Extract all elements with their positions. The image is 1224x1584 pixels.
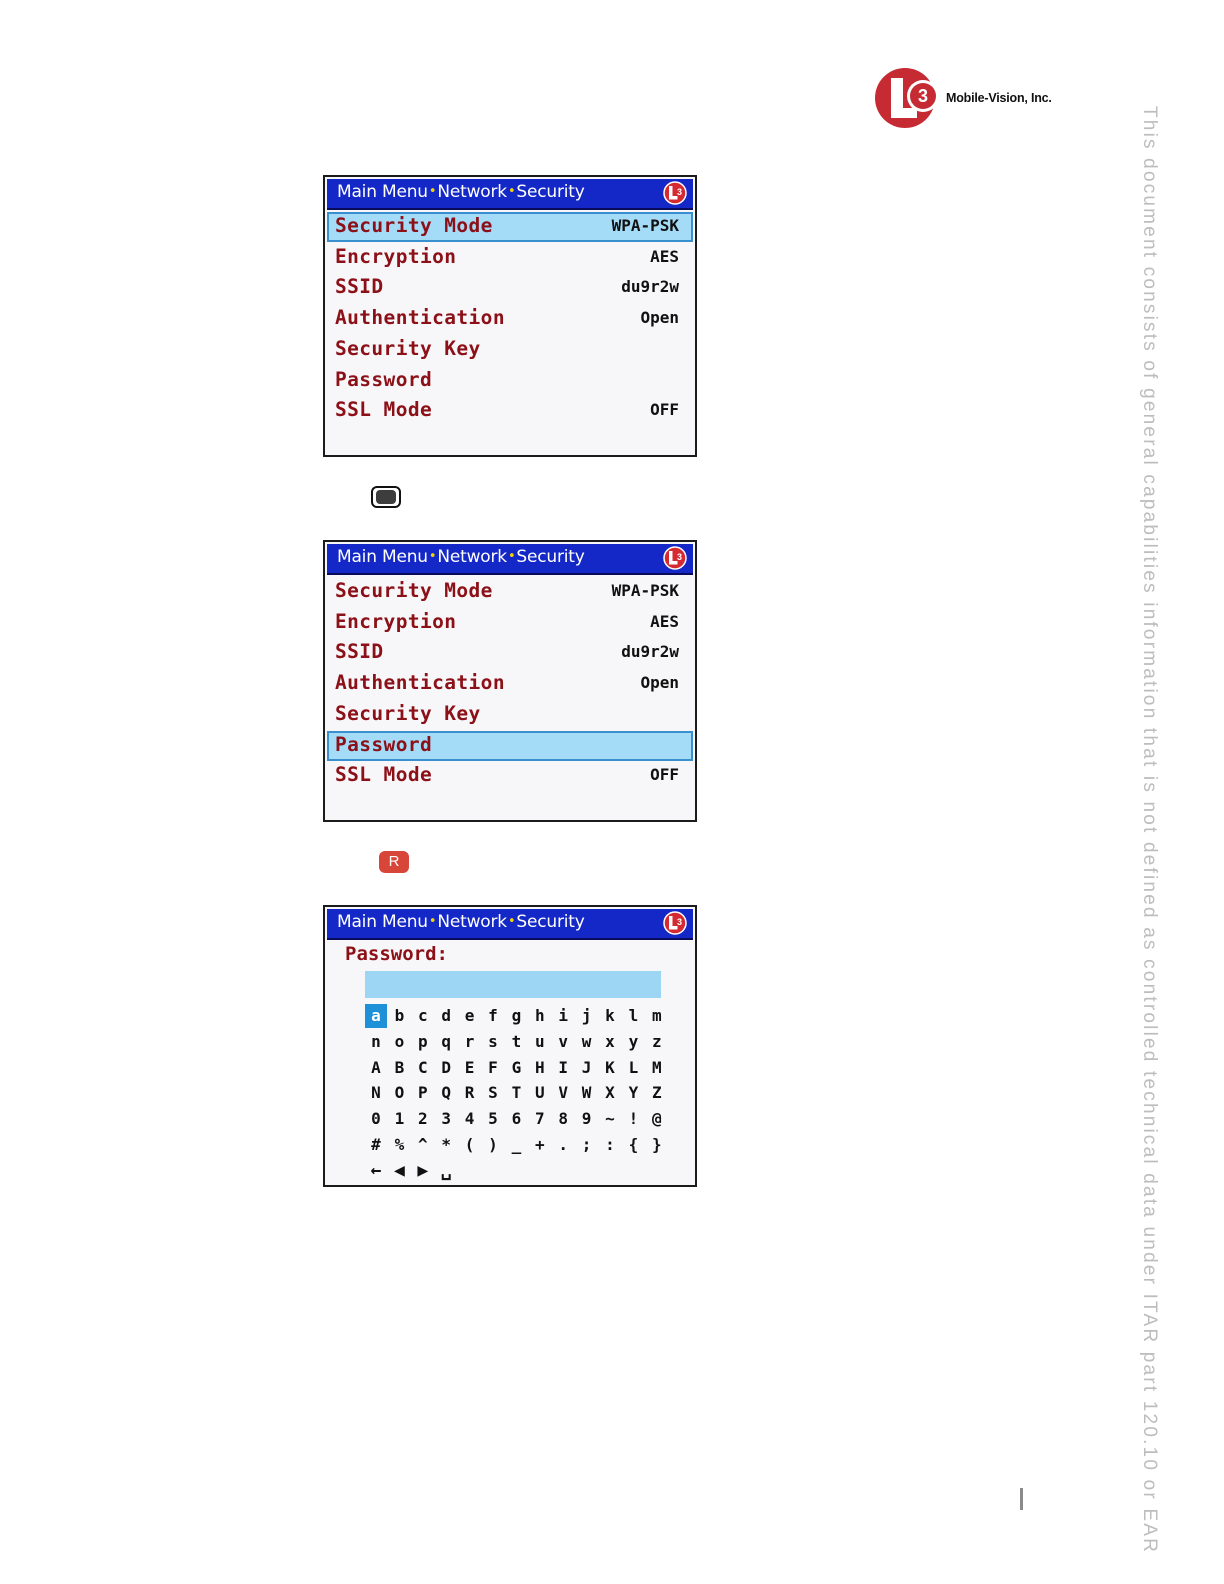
keyboard-key[interactable]: S: [488, 1083, 498, 1103]
menu-value: WPA-PSK: [611, 216, 679, 235]
breadcrumb-separator: •: [507, 914, 516, 929]
keyboard-key[interactable]: V: [558, 1083, 568, 1103]
menu-label: SSL Mode: [335, 763, 433, 787]
keyboard-key[interactable]: +: [534, 1135, 545, 1154]
keyboard-key[interactable]: {: [628, 1135, 639, 1154]
keyboard-key[interactable]: G: [511, 1057, 522, 1077]
menu-row-security-key[interactable]: [327, 700, 693, 730]
keyboard-key[interactable]: Z: [651, 1083, 662, 1103]
keyboard-key[interactable]: %: [394, 1135, 405, 1154]
breadcrumb-item: Security: [516, 912, 585, 932]
stop-button-icon: [371, 486, 401, 508]
keyboard-key[interactable]: g: [511, 1006, 522, 1025]
keyboard-key[interactable]: #: [371, 1135, 381, 1154]
security-menu-screen-1: [323, 175, 697, 457]
menu-row-security-mode[interactable]: [327, 212, 693, 242]
menu-label: Authentication: [335, 306, 505, 330]
screen-header: [327, 544, 693, 575]
keyboard-key[interactable]: A: [371, 1057, 381, 1077]
keyboard-key[interactable]: ~: [605, 1109, 615, 1129]
keyboard-key[interactable]: x: [605, 1031, 615, 1051]
menu-label: SSL Mode: [335, 398, 433, 422]
keyboard-key[interactable]: B: [394, 1057, 405, 1077]
keyboard-key[interactable]: }: [651, 1135, 662, 1154]
keyboard-key[interactable]: a: [365, 1004, 387, 1028]
keyboard-key[interactable]: I: [558, 1057, 568, 1077]
screen-header: [327, 179, 693, 210]
breadcrumb-item: Network: [437, 547, 507, 567]
menu-label: Security Key: [335, 701, 481, 725]
breadcrumb-separator: •: [428, 184, 437, 199]
keyboard-key[interactable]: s: [488, 1031, 498, 1051]
keyboard-key[interactable]: ^: [417, 1135, 428, 1154]
keyboard-key[interactable]: E: [464, 1057, 475, 1077]
keyboard-key[interactable]: P: [417, 1083, 428, 1103]
keyboard-key[interactable]: *: [441, 1135, 451, 1154]
keyboard-key[interactable]: T: [511, 1083, 522, 1103]
keyboard-key[interactable]: i: [558, 1006, 568, 1025]
keyboard-key[interactable]: z: [651, 1031, 662, 1051]
keyboard-key[interactable]: c: [417, 1006, 428, 1025]
keyboard-key[interactable]: u: [534, 1031, 545, 1051]
space-icon[interactable]: ␣: [440, 1159, 452, 1181]
keyboard-key[interactable]: K: [605, 1057, 615, 1077]
breadcrumb-separator: •: [507, 184, 516, 199]
keyboard-key[interactable]: _: [511, 1135, 522, 1154]
company-logo: [874, 66, 1074, 132]
keyboard-key[interactable]: J: [581, 1057, 592, 1077]
menu-label: SSID: [335, 275, 384, 299]
breadcrumb-item: Main Menu: [337, 547, 428, 567]
menu-row-ssl-mode[interactable]: [327, 761, 693, 791]
keyboard-key[interactable]: :: [605, 1135, 615, 1154]
keyboard-key[interactable]: H: [534, 1057, 545, 1077]
menu-row-security-key[interactable]: [327, 335, 693, 365]
keyboard-key[interactable]: 1: [394, 1109, 405, 1129]
menu-row-encryption[interactable]: [327, 243, 693, 273]
keyboard-key[interactable]: ;: [581, 1135, 592, 1154]
keyboard-key[interactable]: q: [441, 1031, 451, 1051]
l3-badge-icon: [663, 181, 687, 205]
keyboard-key[interactable]: !: [628, 1109, 639, 1129]
menu-value: Open: [640, 673, 679, 693]
menu-row-encryption[interactable]: [327, 608, 693, 638]
keyboard-key[interactable]: y: [628, 1031, 639, 1051]
keyboard-key[interactable]: 6: [511, 1109, 522, 1129]
menu-value: OFF: [650, 400, 679, 420]
l3-badge-icon: [663, 911, 687, 935]
keyboard-key[interactable]: l: [628, 1006, 639, 1025]
keyboard-key[interactable]: t: [511, 1031, 522, 1051]
keyboard-key[interactable]: 4: [464, 1109, 475, 1129]
menu-row-password[interactable]: [327, 366, 693, 396]
keyboard-key[interactable]: d: [441, 1006, 451, 1025]
keyboard-key[interactable]: M: [651, 1057, 662, 1077]
menu-label: Authentication: [335, 671, 505, 695]
keyboard-key[interactable]: X: [605, 1083, 615, 1103]
keyboard-key[interactable]: h: [534, 1006, 545, 1025]
page-divider: [1020, 1488, 1023, 1510]
keyboard-key[interactable]: (: [464, 1135, 475, 1154]
keyboard-key[interactable]: k: [605, 1006, 615, 1025]
backspace-icon[interactable]: ←: [370, 1159, 382, 1181]
keyboard-key[interactable]: 7: [534, 1109, 545, 1129]
breadcrumb-item: Security: [516, 182, 585, 202]
keyboard-key[interactable]: U: [534, 1083, 545, 1103]
menu-label: Password: [335, 367, 433, 391]
svg-text:3: 3: [676, 187, 683, 197]
menu-row-ssid[interactable]: [327, 638, 693, 668]
menu-label: SSID: [335, 640, 384, 664]
password-prompt: Password:: [345, 943, 448, 965]
keyboard-key[interactable]: 9: [581, 1109, 592, 1129]
menu-row-authentication[interactable]: [327, 669, 693, 699]
menu-label: Security Key: [335, 336, 481, 360]
breadcrumb-separator: •: [428, 914, 437, 929]
keyboard-key[interactable]: m: [651, 1006, 662, 1025]
breadcrumb: [337, 912, 585, 932]
keyboard-key[interactable]: f: [488, 1006, 498, 1025]
keyboard-key[interactable]: F: [488, 1057, 498, 1077]
keyboard-key[interactable]: R: [464, 1083, 475, 1103]
menu-label: Encryption: [335, 244, 457, 268]
breadcrumb: [337, 547, 585, 567]
breadcrumb-separator: •: [507, 549, 516, 564]
breadcrumb-separator: •: [428, 549, 437, 564]
menu-row-authentication[interactable]: [327, 304, 693, 334]
keyboard-key[interactable]: j: [581, 1006, 592, 1025]
breadcrumb-item: Main Menu: [337, 912, 428, 932]
password-entry-screen: [323, 905, 697, 1187]
keyboard-key[interactable]: O: [394, 1083, 405, 1103]
keyboard-key[interactable]: e: [464, 1006, 475, 1025]
keyboard-key[interactable]: 8: [558, 1109, 568, 1129]
keyboard-key[interactable]: p: [417, 1031, 428, 1051]
menu-label: Security Mode: [335, 214, 493, 237]
menu-label: Encryption: [335, 609, 457, 633]
keyboard-key[interactable]: b: [394, 1006, 405, 1025]
menu-row-ssl-mode[interactable]: [327, 396, 693, 426]
keyboard-key[interactable]: .: [558, 1135, 568, 1154]
keyboard-key[interactable]: o: [394, 1031, 405, 1051]
keyboard-key[interactable]: ): [488, 1135, 498, 1154]
breadcrumb-item: Network: [437, 182, 507, 202]
keyboard-key[interactable]: 0: [371, 1109, 381, 1129]
menu-label: Security Mode: [335, 579, 493, 602]
cursor-right-icon[interactable]: ▶: [417, 1159, 429, 1181]
svg-text:3: 3: [917, 86, 929, 106]
keyboard-key[interactable]: w: [581, 1031, 592, 1051]
breadcrumb-item: Security: [516, 547, 585, 567]
keyboard-key[interactable]: D: [441, 1057, 451, 1077]
cursor-left-icon[interactable]: ◀: [393, 1159, 405, 1181]
keyboard-key[interactable]: r: [464, 1031, 475, 1051]
svg-text:3: 3: [676, 552, 683, 562]
keyboard-key[interactable]: Y: [628, 1083, 639, 1103]
record-button-icon: R: [379, 851, 409, 873]
menu-value: AES: [650, 246, 679, 266]
keyboard-key[interactable]: W: [581, 1083, 592, 1103]
keyboard-key[interactable]: Q: [441, 1083, 451, 1103]
menu-row-password[interactable]: [327, 731, 693, 761]
keyboard-key[interactable]: 2: [417, 1109, 428, 1129]
keyboard-key[interactable]: 3: [441, 1109, 451, 1129]
svg-text:3: 3: [676, 917, 683, 927]
itar-disclaimer: This document consists of general capabilities information that is not defined as controlled technical data under ITAR part 120.10 or EAR: [1139, 106, 1160, 1555]
security-menu-screen-2: [323, 540, 697, 822]
keyboard-key[interactable]: 5: [488, 1109, 498, 1129]
menu-value: OFF: [650, 765, 679, 785]
company-name: Mobile-Vision, Inc.: [946, 91, 1052, 105]
menu-value: du9r2w: [621, 642, 679, 662]
menu-value: du9r2w: [621, 277, 679, 297]
menu-row-security-mode[interactable]: [327, 577, 693, 607]
keyboard-key[interactable]: C: [417, 1057, 428, 1077]
keyboard-key[interactable]: n: [371, 1031, 381, 1051]
menu-value: AES: [650, 611, 679, 631]
menu-row-ssid[interactable]: [327, 273, 693, 303]
keyboard-key[interactable]: N: [371, 1083, 381, 1103]
menu-value: Open: [640, 308, 679, 328]
breadcrumb: [337, 182, 585, 202]
breadcrumb-item: Main Menu: [337, 182, 428, 202]
password-input[interactable]: [365, 971, 661, 998]
screen-header: [327, 909, 693, 940]
menu-value: WPA-PSK: [611, 581, 679, 600]
keyboard-key[interactable]: L: [628, 1057, 639, 1077]
breadcrumb-item: Network: [437, 912, 507, 932]
l3-badge-icon: [663, 546, 687, 570]
keyboard-key[interactable]: @: [651, 1109, 662, 1129]
l3-logo-icon: [874, 66, 940, 130]
menu-label: Password: [335, 732, 433, 756]
keyboard-key[interactable]: v: [558, 1031, 568, 1051]
